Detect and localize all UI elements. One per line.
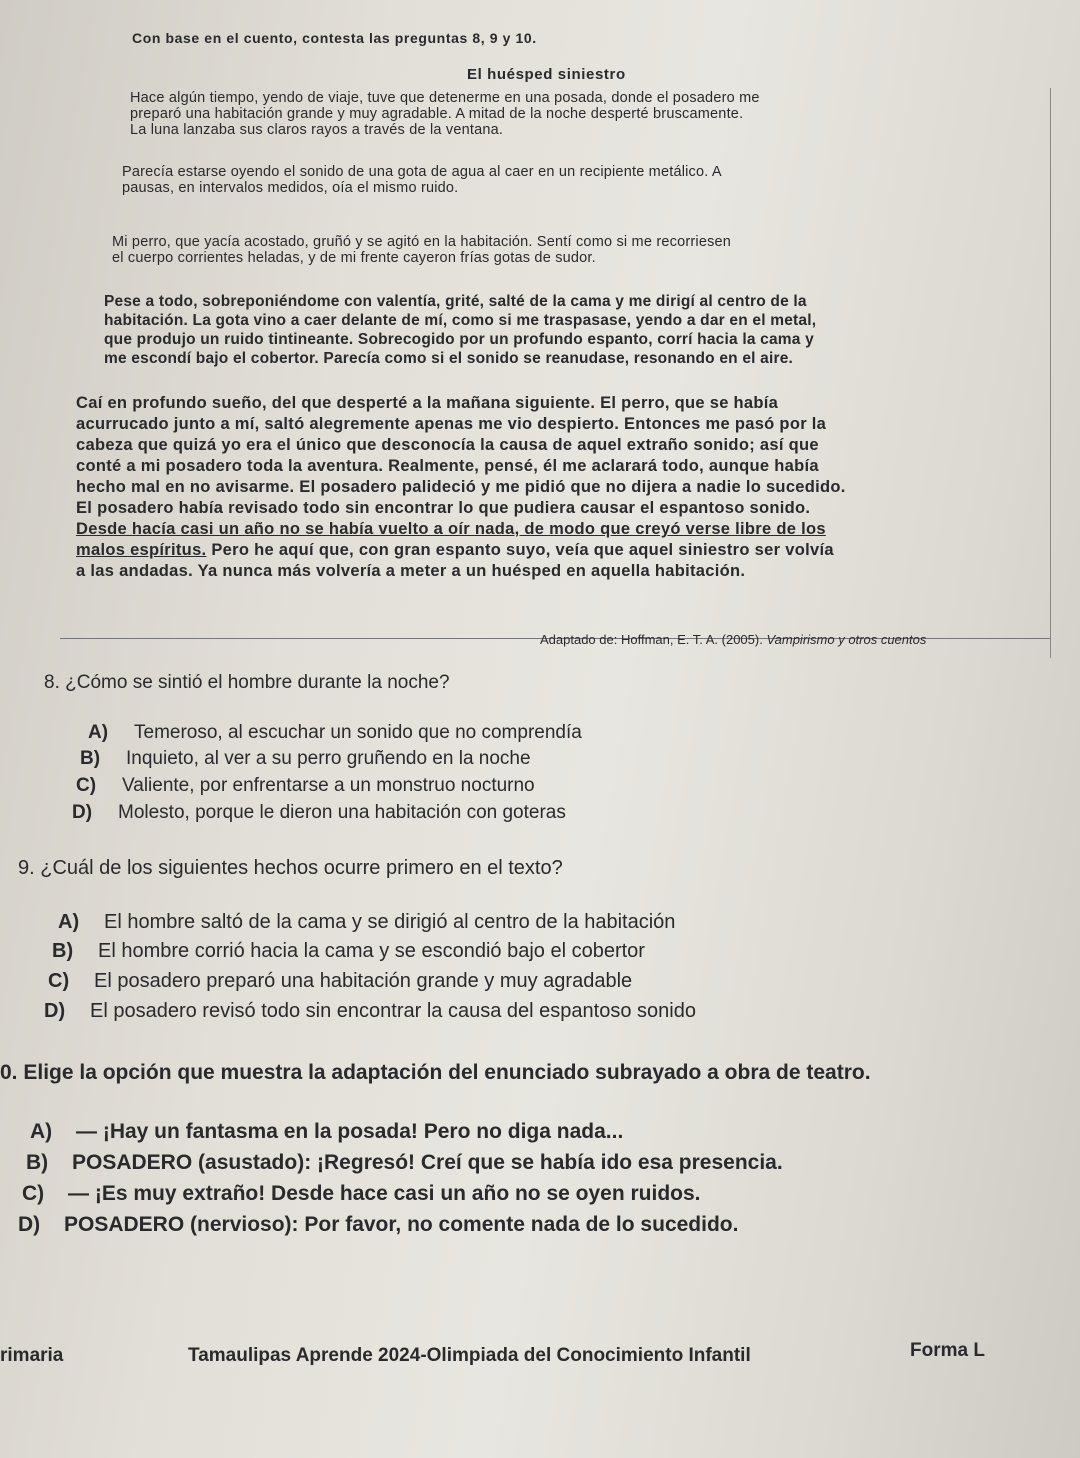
question-10: 0. Elige la opción que muestra la adaptación del enunciado subrayado a obra de teatro. [0,1061,871,1084]
underlined-sentence-part-2: malos espíritus. [76,541,207,559]
question-8: 8. ¿Cómo se sintió el hombre durante la noche? [44,672,450,693]
q8-option-c[interactable]: C) Valiente, por enfrentarse a un monstruo nocturno [76,775,535,796]
story-paragraph-1: Hace algún tiempo, yendo de viaje, tuve que detenerme en una posada, donde el posadero me preparó una habitación grande y muy agradable. A mitad de la noche desperté bruscamente. La luna lanzaba sus claros rayos a través de la ventana. [130,90,760,138]
q10-option-b[interactable]: B) POSADERO (asustado): ¡Regresó! Creí que se había ido esa presencia. [26,1151,783,1174]
story-paragraph-5: Caí en profundo sueño, del que desperté a la mañana siguiente. El perro, que se había acurrucado junto a mí, saltó alegremente apenas me vio despierto. Entonces me pasó por la cabeza que quizá yo era el único que desconocía la causa de aquel extraño sonido; así que conté a mi posadero toda la aventura. Realmente, pensé, él me aclarará todo, aunque había hecho mal en no avisarme. El posadero palideció y me pidió que no dijera a nadie lo sucedido. El posadero había revisado todo sin encontrar lo que pudiera causar el espantoso sonido. Desde hacía casi un año no se había vuelto a oír nada, de modo que creyó verse libre de los malos espíritus. Pero he aquí que, con gran espanto suyo, veía que aquel siniestro ser volvía a las andadas. Ya nunca más volvería a meter a un huésped en aquella habitación. [76,394,846,580]
instruction-text: Con base en el cuento, contesta las preguntas 8, 9 y 10. [132,30,537,46]
q9-option-a[interactable]: A) El hombre saltó de la cama y se dirigió al centro de la habitación [58,911,676,933]
q10-option-d[interactable]: D) POSADERO (nervioso): Por favor, no comente nada de lo sucedido. [18,1213,739,1236]
story-title: El huésped siniestro [467,66,626,83]
q8-option-d[interactable]: D) Molesto, porque le dieron una habitación con goteras [72,802,566,823]
question-9: 9. ¿Cuál de los siguientes hechos ocurre primero en el texto? [18,857,563,879]
footer-exam-name: Tamaulipas Aprende 2024-Olimpiada del Conocimiento Infantil [188,1345,751,1366]
q10-option-a[interactable]: A) — ¡Hay un fantasma en la posada! Pero no diga nada... [30,1120,624,1143]
q9-option-d[interactable]: D) El posadero revisó todo sin encontrar la causa del espantoso sonido [44,1000,696,1022]
underlined-sentence-part-1: Desde hacía casi un año no se había vuelto a oír nada, de modo que creyó verse libre de los [76,520,826,538]
q9-option-b[interactable]: B) El hombre corrió hacia la cama y se escondió bajo el cobertor [52,940,645,962]
story-paragraph-4: Pese a todo, sobreponiéndome con valentía, grité, salté de la cama y me dirigí al centro de la habitación. La gota vino a caer delante de mí, como si me traspasase, yendo a dar en el metal, que produjo un ruido tintineante. Sobrecogido por un profundo espanto, corrí hacia la cama y me escondí bajo el cobertor. Parecía como si el sonido se reanudase, resonando en el aire. [104,293,817,367]
q9-option-c[interactable]: C) El posadero preparó una habitación grande y muy agradable [48,970,633,992]
q8-option-a[interactable]: A) Temeroso, al escuchar un sonido que no comprendía [88,722,582,743]
footer-level: rimaria [0,1345,64,1366]
footer-form: Forma L [910,1340,985,1361]
q10-option-c[interactable]: C) — ¡Es muy extraño! Desde hace casi un año no se oyen ruidos. [22,1182,701,1205]
source-citation: Adaptado de: Hoffman, E. T. A. (2005). Vampirismo y otros cuentos [540,632,927,647]
story-paragraph-2: Parecía estarse oyendo el sonido de una gota de agua al caer en un recipiente metálico. A pausas, en intervalos medidos, oía el mismo ruido. [122,164,722,196]
q8-option-b[interactable]: B) Inquieto, al ver a su perro gruñendo en la noche [80,748,531,769]
story-paragraph-3: Mi perro, que yacía acostado, gruñó y se agitó en la habitación. Sentí como si me recorriesen el cuerpo corrientes heladas, y de mi frente cayeron frías gotas de sudor. [112,234,732,266]
